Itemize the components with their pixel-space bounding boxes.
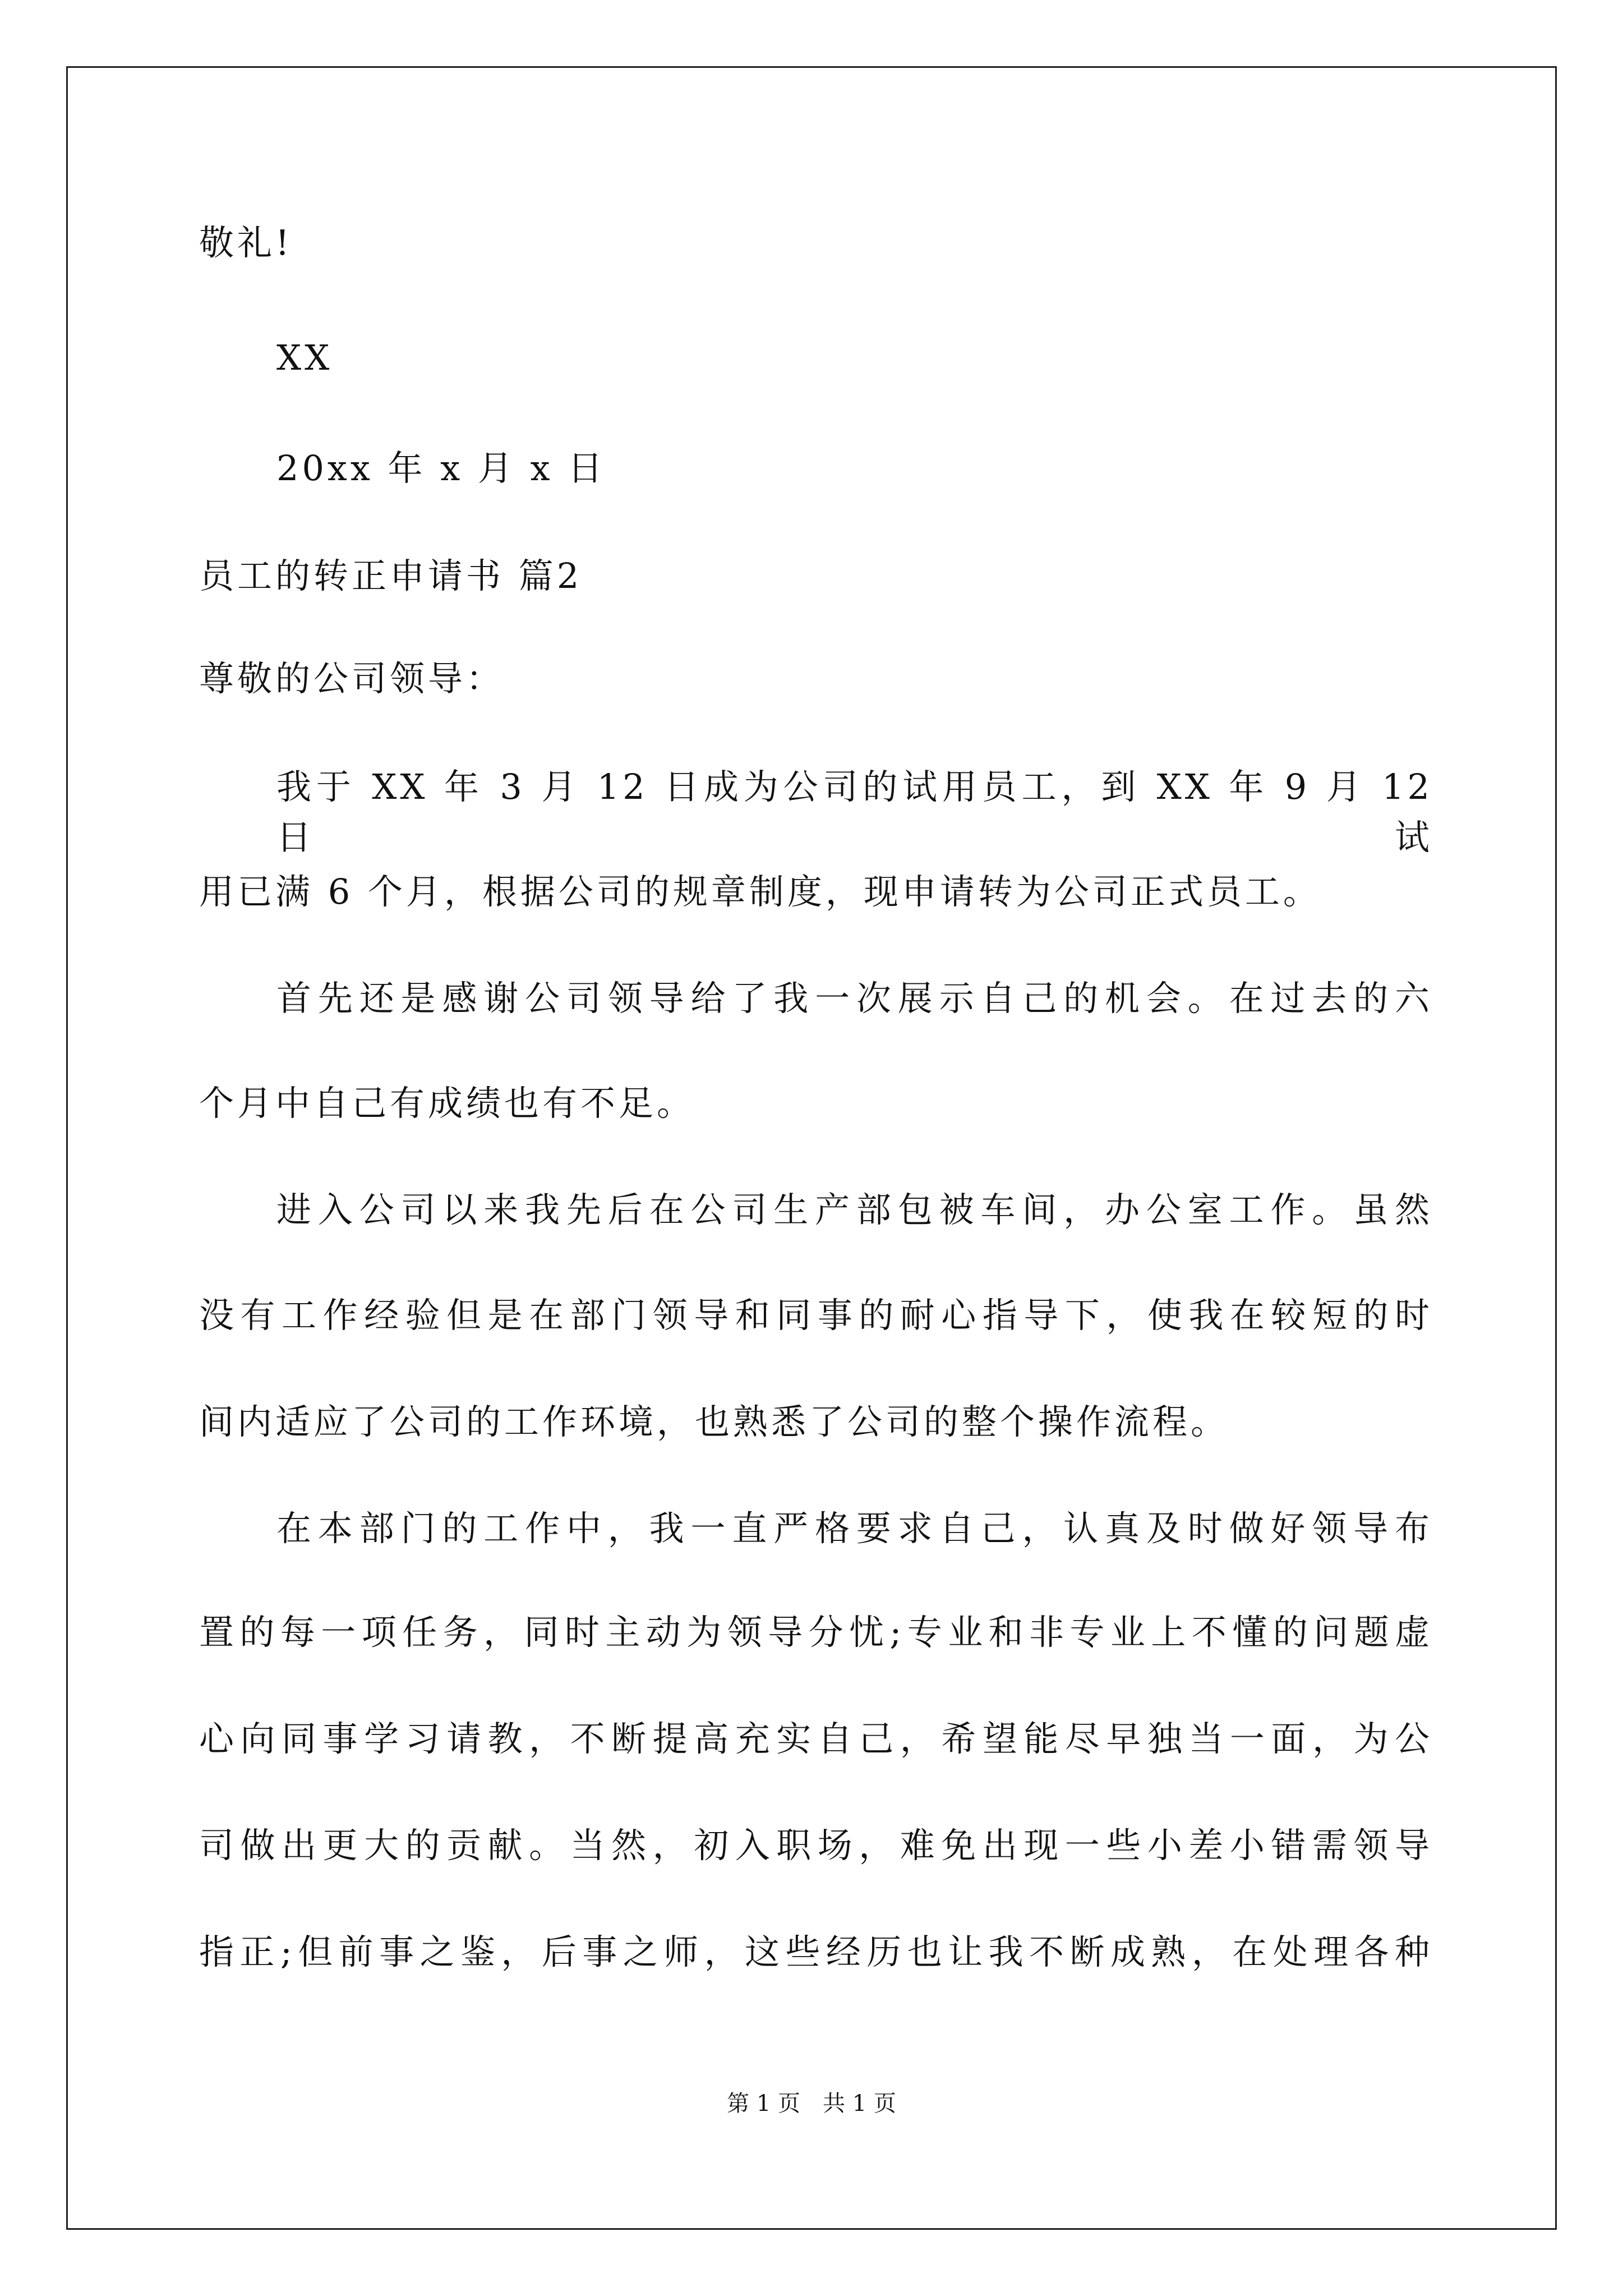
paragraph-line: 置的每一项任务，同时主动为领导分忧;专业和非专业上不懂的问题虚 (199, 1612, 1433, 1653)
paragraph-line: 司做出更大的贡献。当然，初入职场，难免出现一些小差小错需领导 (199, 1825, 1433, 1866)
page-border (66, 66, 1557, 2230)
signature-name: XX (276, 337, 333, 378)
paragraph-line: 首先还是感谢公司领导给了我一次展示自己的机会。在过去的六 (276, 978, 1433, 1019)
paragraph-line: 没有工作经验但是在部门领导和同事的耐心指导下，使我在较短的时 (199, 1295, 1433, 1336)
paragraph-line: 间内适应了公司的工作环境，也熟悉了公司的整个操作流程。 (199, 1401, 1229, 1442)
paragraph-line: 在本部门的工作中，我一直严格要求自己，认真及时做好领导布 (276, 1508, 1433, 1549)
greeting-line: 尊敬的公司领导： (199, 658, 505, 699)
paragraph-line: 进入公司以来我先后在公司生产部包被车间，办公室工作。虽然 (276, 1189, 1433, 1230)
closing-salutation: 敬礼! (199, 222, 293, 263)
paragraph-line: 个月中自己有成绩也有不足。 (199, 1083, 695, 1124)
paragraph-line: 指正;但前事之鉴，后事之师，这些经历也让我不断成熟，在处理各种 (199, 1931, 1433, 1972)
paragraph-line: 用已满 6 个月，根据公司的规章制度，现申请转为公司正式员工。 (199, 871, 1321, 912)
paragraph-line: 心向同事学习请教，不断提高充实自己，希望能尽早独当一面，为公 (199, 1718, 1433, 1759)
signature-date: 20xx 年 x 月 x 日 (276, 448, 606, 489)
section-heading: 员工的转正申请书 篇2 (199, 555, 583, 596)
page-number-footer: 第 1 页 共 1 页 (727, 2091, 896, 2116)
paragraph-line: 我于 XX 年 3 月 12 日成为公司的试用员工，到 XX 年 9 月 12 日试 (276, 766, 1433, 858)
